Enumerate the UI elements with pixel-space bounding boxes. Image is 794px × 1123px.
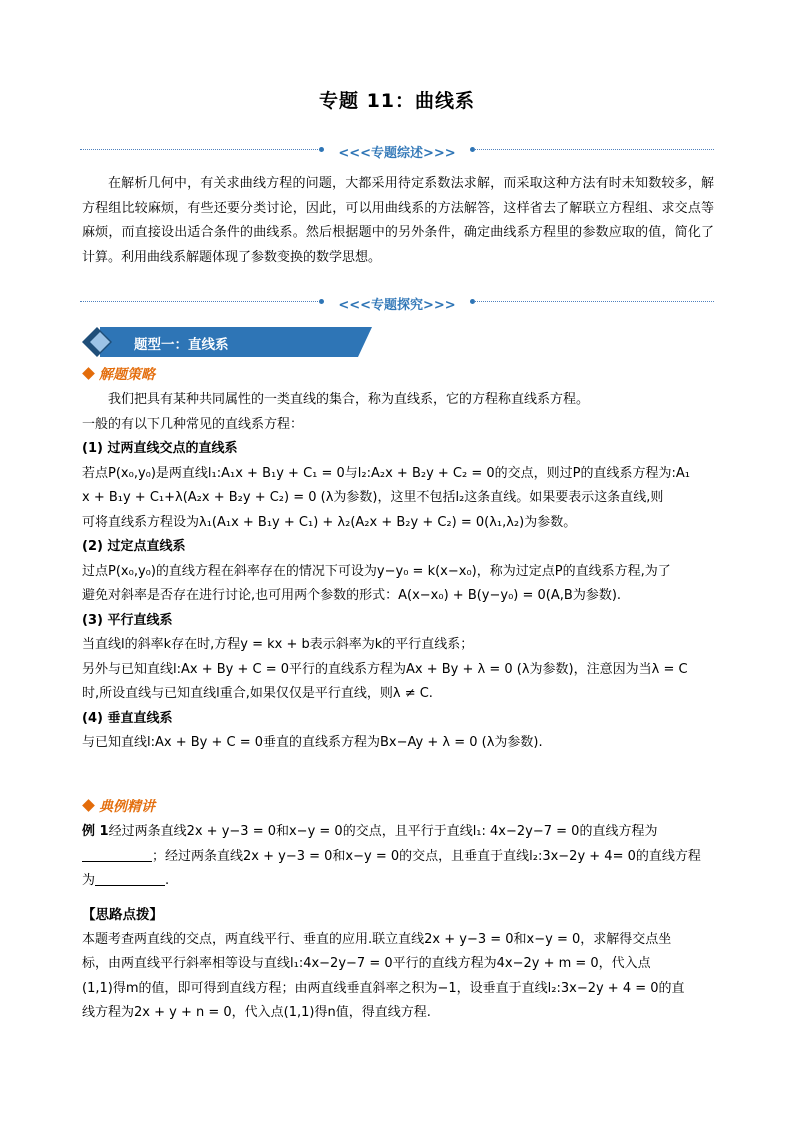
divider-line <box>474 149 714 150</box>
strategy-body <box>82 388 716 756</box>
example-text-2: ；经过两条直线2x + y−3 = 0和x−y = 0的交点，且垂直于直线l₂:3x−2y + 4= 0的直线方程 <box>152 848 701 864</box>
diamond-icon <box>82 367 95 380</box>
answer-blank-1[interactable] <box>82 849 152 862</box>
example-line-2 <box>82 845 716 870</box>
example-line-3 <box>82 869 716 894</box>
example-text-3-post: . <box>165 873 170 888</box>
item4-line-1: 与已知直线l:Ax + By + C = 0垂直的直线系方程为Bx−Ay + λ = 0 (λ为参数). <box>82 735 543 750</box>
item3-line-2: 另外与已知直线l:Ax + By + C = 0平行的直线系方程为Ax + By + λ = 0 (λ为参数)，注意因为当λ = C <box>82 661 688 677</box>
hint-line-4: 线方程为2x + y + n = 0，代入点(1,1)得n值，得直线方程. <box>82 1005 431 1020</box>
example-text-1: 经过两条直线2x + y−3 = 0和x−y = 0的交点，且平行于直线l₁: 4x−2y−7 = 0的直线方程为 <box>108 824 658 839</box>
item3-line-1: 当直线l的斜率k存在时,方程y = kx + b表示斜率为k的平行直线系； <box>82 637 474 652</box>
item2-line-1: 过点P(x₀,y₀)的直线方程在斜率存在的情况下可设为y−y₀ = k(x−x₀)，称为过定点P的直线系方程,为了 <box>82 563 671 579</box>
example-line-1 <box>82 820 716 845</box>
item3-line-3: 时,所设直线与已知直线l重合,如果仅仅是平行直线，则λ ≠ C. <box>82 686 433 701</box>
overview-divider <box>80 142 714 161</box>
strategy-heading-text: 解题策略 <box>99 367 155 383</box>
page-title: 专题 11：曲线系 <box>318 90 476 112</box>
item2-line-2: 避免对斜率是否存在进行讨论,也可用两个参数的形式：A(x−x₀) + B(y−y₀) = 0(A,B为参数). <box>82 588 622 603</box>
strategy-intro-1: 我们把具有某种共同属性的一类直线的集合，称为直线系，它的方程称直线系方程。 <box>108 392 590 407</box>
example-text-3-pre: 为 <box>82 873 96 888</box>
item4-heading: (4) 垂直直线系 <box>82 710 173 726</box>
item2-heading: (2) 过定点直线系 <box>82 539 186 554</box>
overview-label: <<<专题综述>>> <box>338 146 456 161</box>
explore-divider <box>80 294 714 313</box>
item3-heading: (3) 平行直线系 <box>82 612 173 628</box>
item1-line-2: x + B₁y + C₁+λ(A₂x + B₂y + C₂) = 0 (λ为参数)，这里不包括l₂这条直线。如果要表示这条直线,则 <box>82 490 664 505</box>
example-body <box>82 820 716 894</box>
hint-block <box>82 903 716 1026</box>
banner-label: 题型一：直线系 <box>134 337 229 353</box>
overview-paragraph: 在解析几何中，有关求曲线方程的问题，大都采用待定系数法求解，而采取这种方法有时未知数较多，解方程组比较麻烦，有些还要分类讨论，因此，可以用曲线系的方法解答，这样省去了解联立方程组、求交点等麻烦，而直接设出适合条件的曲线系。然后根据题中的另外条件，确定曲线系方程里的参数应取的值，简化了计算。利用曲线系解题体现了参数变换的数学思想。 <box>82 176 714 265</box>
item1-line-1: 若点P(x₀,y₀)是两直线l₁:A₁x + B₁y + C₁ = 0与l₂:A₂x + B₂y + C₂ = 0的交点，则过P的直线系方程为:A₁ <box>82 465 690 481</box>
explore-label: <<<专题探究>>> <box>338 298 456 313</box>
strategy-intro-2: 一般的有以下几种常见的直线系方程： <box>82 416 304 432</box>
example-heading <box>82 796 155 816</box>
item1-heading: (1) 过两直线交点的直线系 <box>82 441 238 456</box>
answer-blank-2[interactable] <box>95 873 165 886</box>
item1-line-3: 可将直线系方程设为λ₁(A₁x + B₁y + C₁) + λ₂(A₂x + B₂y + C₂) = 0(λ₁,λ₂)为参数。 <box>82 514 577 530</box>
hint-line-3: (1,1)得m的值，即可得到直线方程；由两直线垂直斜率之积为−1，设垂直于直线l₂:3x−2y + 4 = 0的直 <box>82 980 685 996</box>
hint-heading: 【思路点拨】 <box>82 907 163 923</box>
divider-line <box>474 301 714 302</box>
diamond-icon <box>82 799 95 812</box>
example-heading-text: 典例精讲 <box>99 799 155 815</box>
hint-line-1: 本题考查两直线的交点，两直线平行、垂直的应用.联立直线2x + y−3 = 0和x−y = 0，求解得交点坐 <box>82 931 672 947</box>
strategy-heading <box>82 364 155 384</box>
hint-line-2: 标，由两直线平行斜率相等设与直线l₁:4x−2y−7 = 0平行的直线方程为4x−2y + m = 0，代入点 <box>82 956 651 971</box>
example-label: 例 1 <box>82 824 109 839</box>
topic-banner <box>82 327 372 357</box>
